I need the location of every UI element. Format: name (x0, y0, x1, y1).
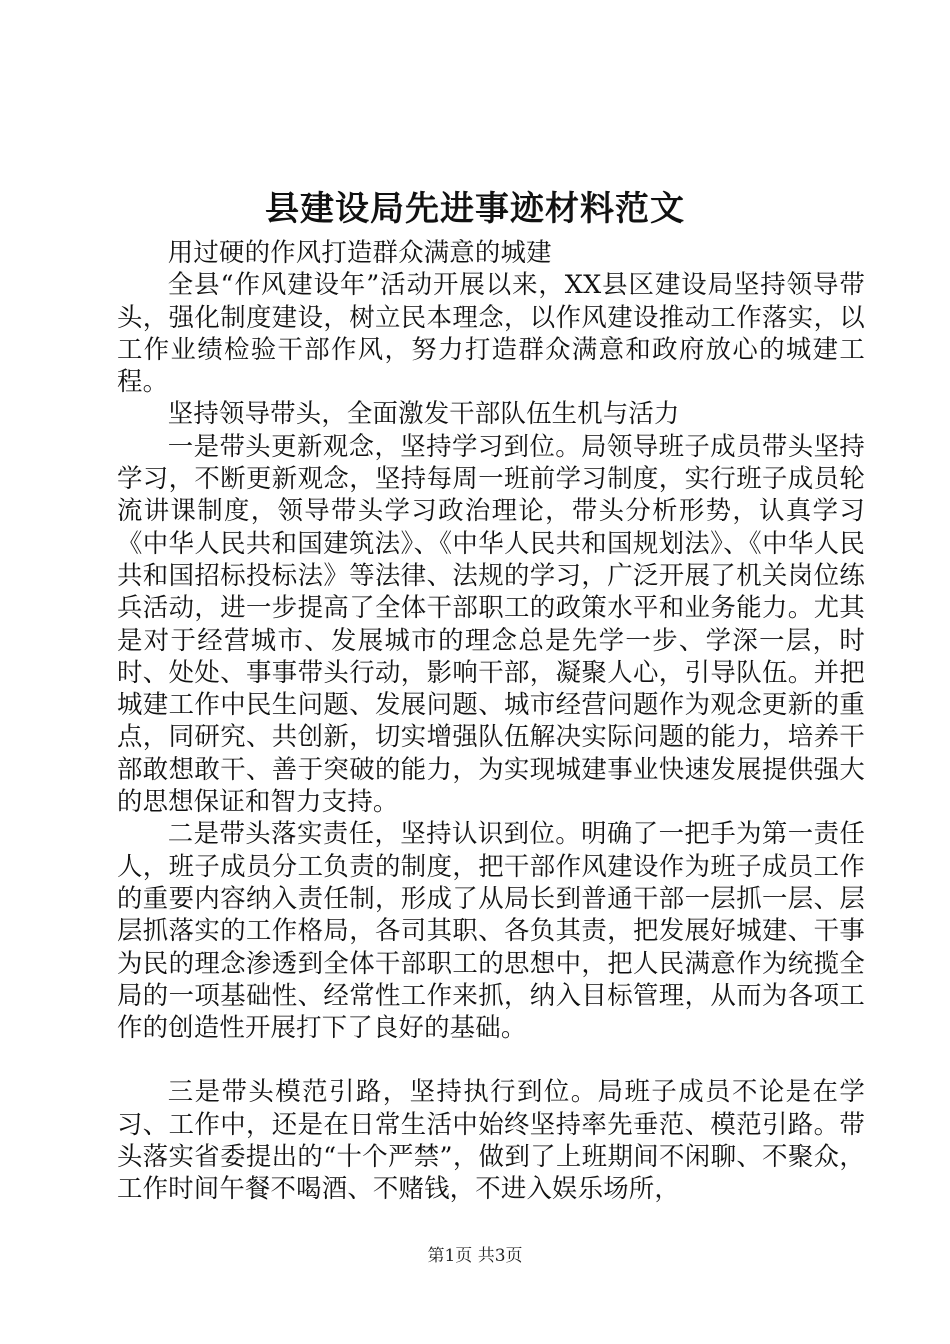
section-heading-paragraph: 坚持领导带头，全面激发干部队伍生机与活力 (167, 398, 680, 429)
body-paragraph-first: 一是带头更新观念，坚持学习到位。局领导班子成员带头坚持学习，不断更新观念，坚持每周一班前学习制度，实行班子成员轮流讲课制度，领导带头学习政治理论，带头分析形势，认真学习《中华人民共和国建筑法》、《中华人民共和国规划法》、《中华人民共和国招标投标法》等法律、法规的学习，广泛开展了机关岗位练兵活动，进一步提高了全体干部职工的政策水平和业务能力。尤其是对于经营城市、发展城市的理念总是先学一步、学深一层，时时、处处、事事带头行动，影响干部，凝聚人心，引导队伍。并把城建工作中民生问题、发展问题、城市经营问题作为观念更新的重点，同研究、共创新，切实增强队伍解决实际问题的能力，培养干部敢想敢干、善于突破的能力，为实现城建事业快速发展提供强大的思想保证和智力支持。 (117, 430, 865, 817)
subtitle-paragraph: 用过硬的作风打造群众满意的城建 (167, 237, 552, 267)
page-number-footer: 第1页 共3页 (427, 1246, 523, 1266)
body-paragraph-second: 二是带头落实责任，坚持认识到位。明确了一把手为第一责任人，班子成员分工负责的制度，把干部作风建设作为班子成员工作的重要内容纳入责任制，形成了从局长到普通干部一层抓一层、层层抓落实的工作格局，各司其职、各负其责，把发展好城建、干事为民的理念渗透到全体干部职工的思想中，把人民满意作为统揽全局的一项基础性、经常性工作来抓，纳入目标管理，从而为各项工作的创造性开展打下了良好的基础。 (117, 818, 865, 1043)
document-body (117, 236, 865, 1205)
body-paragraph-third: 三是带头模范引路，坚持执行到位。局班子成员不论是在学习、工作中，还是在日常生活中始终坚持率先垂范、模范引路。带头落实省委提出的“十个严禁”，做到了上班期间不闲聊、不聚众，工作时间午餐不喝酒、不赌钱，不进入娱乐场所， (117, 1076, 865, 1204)
intro-paragraph: 全县“作风建设年”活动开展以来，XX县区建设局坚持领导带头，强化制度建设，树立民本理念，以作风建设推动工作落实，以工作业绩检验干部作风，努力打造群众满意和政府放心的城建工程。 (117, 269, 865, 397)
document-title: 县建设局先进事迹材料范文 (265, 189, 685, 229)
